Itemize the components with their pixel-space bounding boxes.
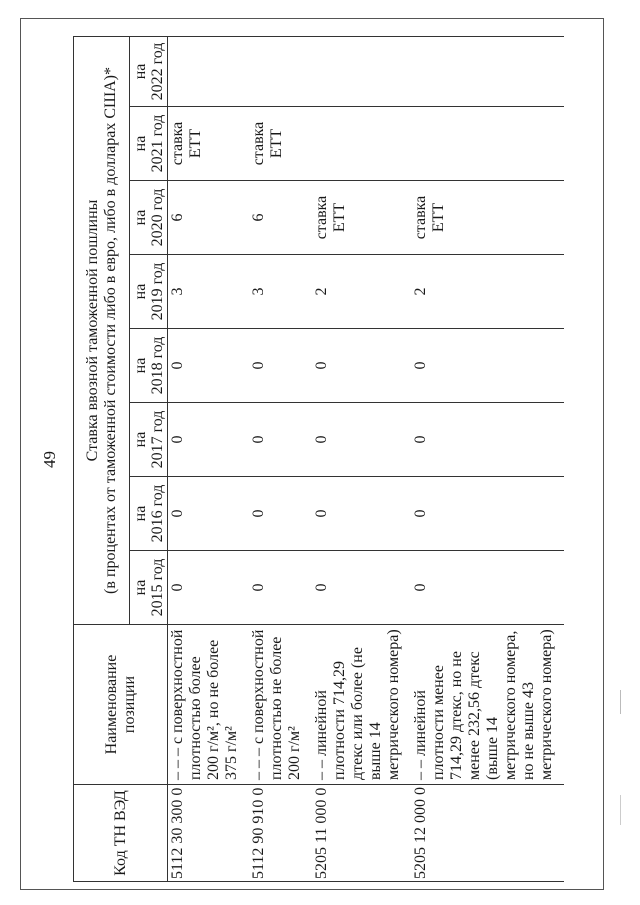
cell-name: – – – с поверхностной плотностью не более 200 г/м²: [249, 625, 312, 785]
header-year-prefix: на: [131, 135, 149, 152]
cell-rate: [312, 36, 411, 106]
cell-code: 5205 11 000 0: [312, 785, 411, 882]
rotated-content: [35, 37, 567, 882]
tariff-table: [73, 36, 564, 882]
cell-rate: ставка ЕТТ: [312, 181, 411, 255]
header-year-prefix: на: [131, 357, 149, 374]
cell-rate: 0: [249, 477, 312, 551]
scan-artifact: [620, 795, 621, 825]
cell-rate: 0: [312, 477, 411, 551]
table-row: [411, 36, 564, 881]
header-year-label: 2021 год: [148, 114, 166, 173]
cell-rate: 0: [249, 551, 312, 625]
cell-rate: 0: [168, 477, 250, 551]
cell-rate: 0: [168, 551, 250, 625]
cell-rate: ставка ЕТТ: [249, 107, 312, 181]
header-year: [130, 551, 168, 625]
header-year-prefix: на: [131, 283, 149, 300]
cell-rate: 0: [249, 329, 312, 403]
cell-rate: [249, 36, 312, 106]
cell-name: – – – с поверхностной плотностью более 200 г/м², но не более 375 г/м²: [168, 625, 250, 785]
header-rate-line2: (в процентах от таможенной стоимости либо в евро, либо в долларах США)*: [101, 66, 119, 594]
header-code: Код ТН ВЭД: [74, 785, 168, 882]
header-year-label: 2016 год: [148, 484, 166, 543]
header-year: [130, 107, 168, 181]
cell-rate: 3: [168, 255, 250, 329]
cell-rate: 0: [411, 477, 564, 551]
header-year: [130, 181, 168, 255]
cell-rate: 0: [168, 329, 250, 403]
cell-code: 5112 30 300 0: [168, 785, 250, 882]
header-year: [130, 403, 168, 477]
cell-rate: [411, 107, 564, 181]
cell-rate: 0: [312, 551, 411, 625]
header-year-prefix: на: [131, 431, 149, 448]
cell-rate: 0: [312, 329, 411, 403]
header-year-label: 2017 год: [148, 410, 166, 469]
header-rate: [74, 36, 130, 624]
cell-rate: 6: [249, 181, 312, 255]
table-row: [249, 36, 312, 881]
cell-rate: 0: [312, 403, 411, 477]
cell-rate: 2: [411, 255, 564, 329]
cell-rate: 0: [411, 551, 564, 625]
header-rate-line1: Ставка ввозной таможенной пошлины: [83, 199, 101, 462]
header-year-label: 2022 год: [148, 42, 166, 101]
cell-name: – – линейной плотности 714,29 дтекс или более (не выше 14 метрического номера): [312, 625, 411, 785]
header-year-prefix: на: [131, 209, 149, 226]
cell-rate: 0: [249, 403, 312, 477]
table-row: [168, 36, 250, 881]
header-name: Наименование позиции: [74, 625, 168, 785]
header-year-label: 2018 год: [148, 336, 166, 395]
header-year-prefix: на: [131, 579, 149, 596]
cell-rate: [312, 107, 411, 181]
header-year-prefix: на: [131, 505, 149, 522]
cell-rate: 0: [411, 403, 564, 477]
cell-code: 5112 90 910 0: [249, 785, 312, 882]
cell-code: 5205 12 000 0: [411, 785, 564, 882]
header-year: [130, 477, 168, 551]
cell-rate: [411, 36, 564, 106]
cell-rate: ставка ЕТТ: [168, 107, 250, 181]
table-body: [168, 36, 565, 881]
table-row: [312, 36, 411, 881]
cell-rate: 0: [411, 329, 564, 403]
header-year-label: 2019 год: [148, 262, 166, 321]
cell-rate: 6: [168, 181, 250, 255]
header-year-label: 2015 год: [148, 558, 166, 617]
header-year: [130, 255, 168, 329]
header-year: [130, 329, 168, 403]
scan-artifact: [620, 690, 621, 714]
cell-rate: ставка ЕТТ: [411, 181, 564, 255]
header-year: [130, 36, 168, 106]
cell-rate: 2: [312, 255, 411, 329]
cell-rate: 0: [168, 403, 250, 477]
header-year-prefix: на: [131, 63, 149, 80]
cell-rate: [168, 36, 250, 106]
cell-rate: 3: [249, 255, 312, 329]
page-number: 49: [40, 451, 59, 468]
header-year-label: 2020 год: [148, 188, 166, 247]
cell-name: – – линейной плотности менее 714,29 дтекс, но не менее 232,56 дтекс (выше 14 метрического номера, но не выше 43 метрического номера): [411, 625, 564, 785]
